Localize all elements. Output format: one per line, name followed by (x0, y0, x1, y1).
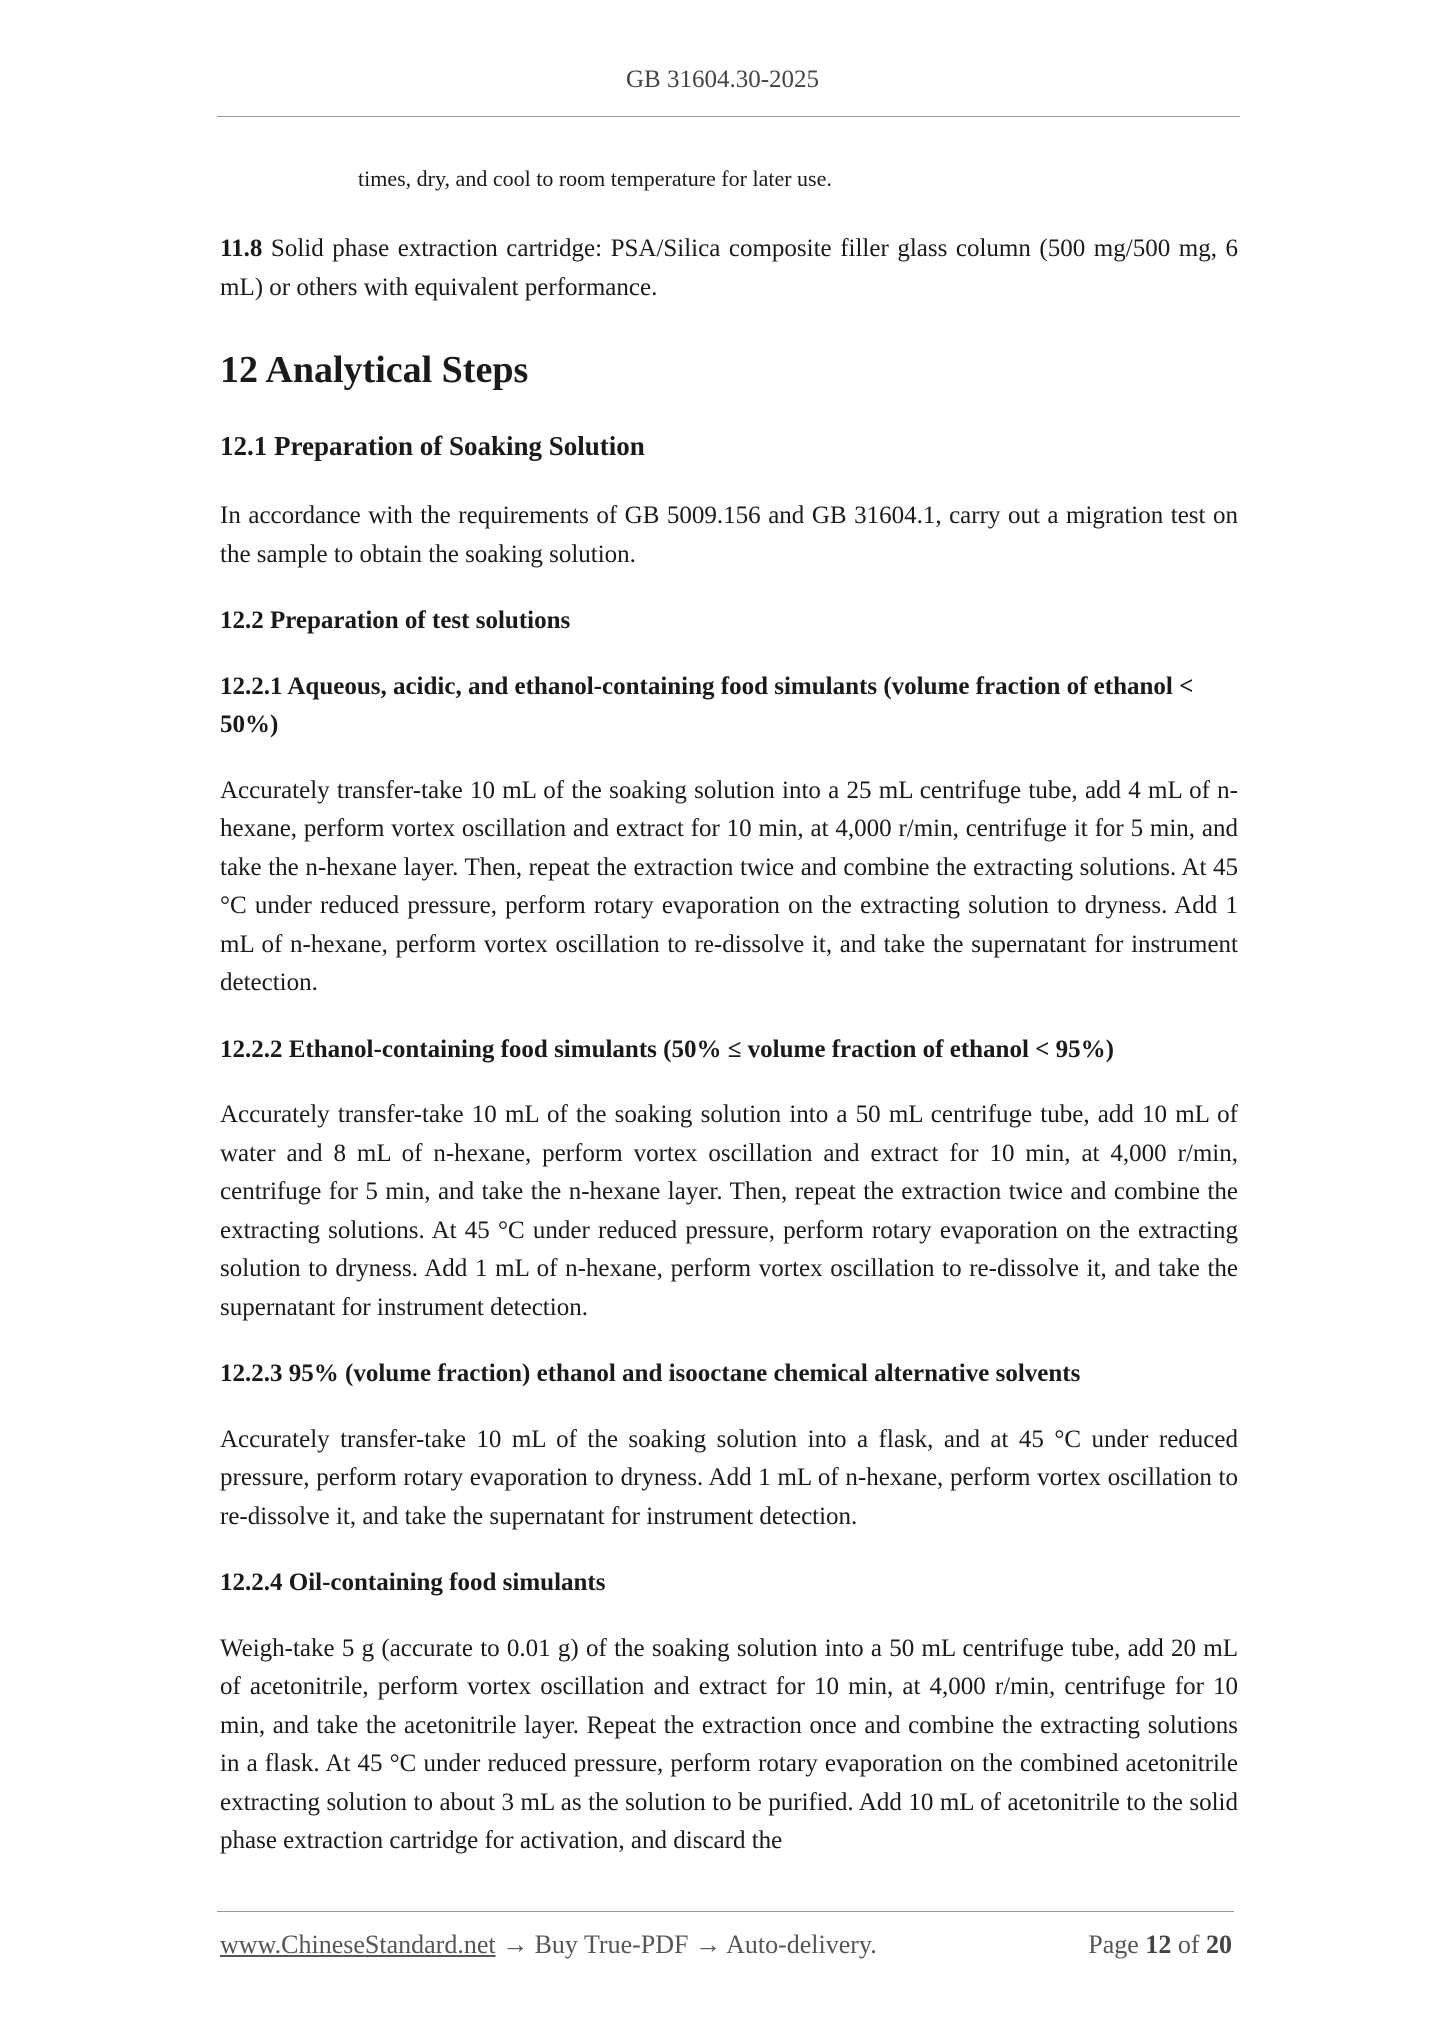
section-heading-12: 12 Analytical Steps (220, 349, 529, 391)
website-link[interactable]: www.ChineseStandard.net (220, 1930, 496, 1959)
clause-text: Solid phase extraction cartridge: PSA/Silica composite filler glass column (500 mg/500 mg, 6 mL) or others with equivalent performance. (220, 235, 1238, 301)
buy-text: Buy True-PDF (534, 1930, 689, 1959)
paragraph-12-1: In accordance with the requirements of GB 5009.156 and GB 31604.1, carry out a migration test on the sample to obtain the soaking solution. (220, 502, 1238, 568)
paragraph-12-2-3: Accurately transfer-take 10 mL of the soaking solution into a flask, and at 45 °C under reduced pressure, perform rotary evaporation to dryness. Add 1 mL of n-hexane, perform vortex oscillation to re-dissolve it, and take the supernatant for instrument detection. (220, 1425, 1238, 1530)
subsection-heading-12-2-3: 12.2.3 95% (volume fraction) ethanol and isooctane chemical alternative solvents (220, 1360, 1081, 1387)
current-page: 12 (1145, 1930, 1172, 1959)
clause-11-8 (220, 230, 1238, 307)
delivery-text: Auto-delivery. (726, 1930, 877, 1959)
subsection-heading-12-2: 12.2 Preparation of test solutions (220, 607, 571, 634)
arrow-icon: → (495, 1930, 535, 1959)
subsection-heading-12-2-2: 12.2.2 Ethanol-containing food simulants (50% ≤ volume fraction of ethanol < 95%) (220, 1035, 1114, 1063)
continuation-text: times, dry, and cool to room temperature for later use. (358, 166, 832, 191)
page-number (1088, 1930, 1232, 1960)
paragraph-12-2-4: Weigh-take 5 g (accurate to 0.01 g) of the soaking solution into a 50 mL centrifuge tube, add 20 mL of acetonitrile, perform vortex oscillation and extract for 10 min, at 4,000 r/min, centrifuge for 10 min, and take the acetonitrile layer. Repeat the extraction once and combine the extracting solutions in a flask. At 45 °C under reduced pressure, perform rotary evaporation on the combined acetonitrile extracting solution to about 3 mL as the solution to be purified. Add 10 mL of acetonitrile to the solid phase extraction cartridge for activation, and discard the (220, 1634, 1238, 1854)
subsection-heading-12-2-1: 12.2.1 Aqueous, acidic, and ethanol-containing food simulants (volume fraction of ethanol < 50%) (220, 672, 1194, 738)
paragraph-12-2-2: Accurately transfer-take 10 mL of the soaking solution into a 50 mL centrifuge tube, add 10 mL of water and 8 mL of n-hexane, perform vortex oscillation and extract for 10 min, at 4,000 r/min, centrifuge for 5 min, and take the n-hexane layer. Then, repeat the extraction twice and combine the extracting solutions. At 45 °C under reduced pressure, perform rotary evaporation on the extracting solution to dryness. Add 1 mL of n-hexane, perform vortex oscillation to re-dissolve it, and take the supernatant for instrument detection. (220, 1101, 1238, 1321)
paragraph-12-2-1: Accurately transfer-take 10 mL of the soaking solution into a 25 mL centrifuge tube, add 4 mL of n-hexane, perform vortex oscillation and extract for 10 min, at 4,000 r/min, centrifuge it for 5 min, and take the n-hexane layer. Then, repeat the extraction twice and combine the extracting solutions. At 45 °C under reduced pressure, perform rotary evaporation on the extracting solution to dryness. Add 1 mL of n-hexane, perform vortex oscillation to re-dissolve it, and take the supernatant for instrument detection. (220, 776, 1238, 996)
header-divider (217, 116, 1240, 117)
footer-divider (217, 1911, 1234, 1912)
total-pages: 20 (1206, 1930, 1232, 1959)
clause-number: 11.8 (220, 235, 263, 262)
footer-promo (220, 1930, 877, 1960)
of-label: of (1171, 1930, 1206, 1959)
subsection-heading-12-1: 12.1 Preparation of Soaking Solution (220, 431, 645, 461)
running-header-code: GB 31604.30-2025 (625, 66, 820, 93)
page-body (220, 160, 1238, 1861)
subsection-heading-12-2-4: 12.2.4 Oil-containing food simulants (220, 1569, 606, 1596)
page-label: Page (1088, 1930, 1146, 1959)
arrow-icon: → (688, 1930, 727, 1959)
